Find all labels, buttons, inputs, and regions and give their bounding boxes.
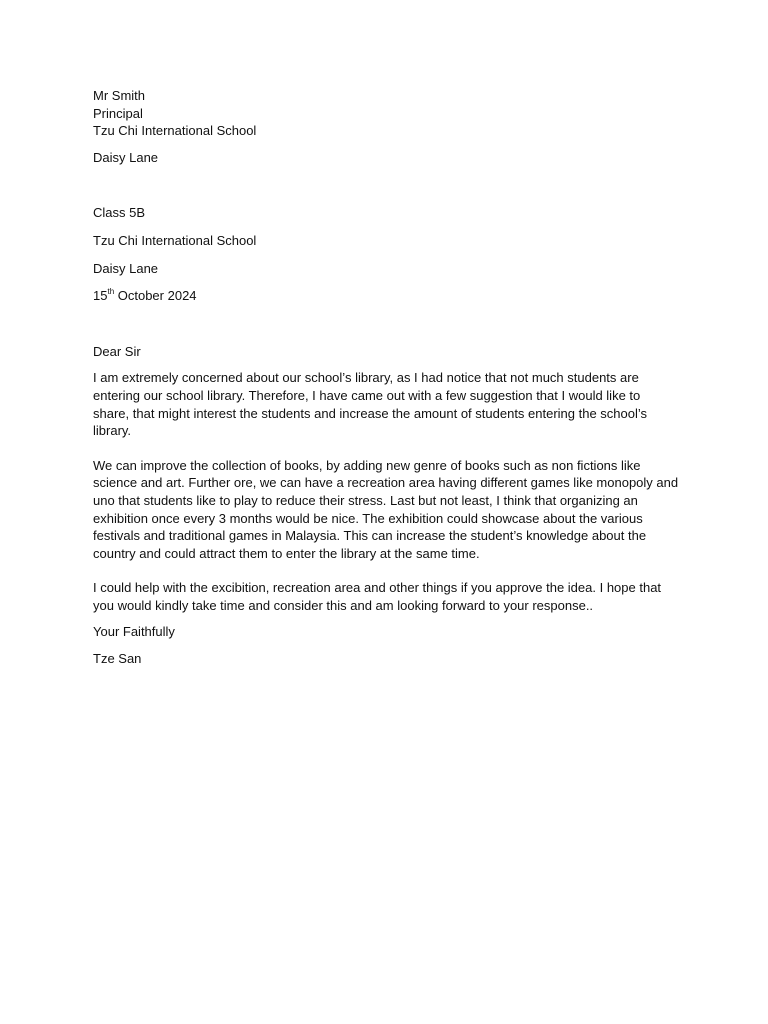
- paragraph-line: uno that students like to play to reduce their stress. Last but not least, I think that organizing an: [93, 492, 638, 508]
- salutation: Dear Sir: [93, 343, 141, 359]
- paragraph-line: festivals and traditional games in Malaysia. This can increase the student’s knowledge about the: [93, 528, 647, 544]
- paragraph-offer: [93, 579, 683, 614]
- paragraph-line: exhibition once every 3 months would be nice. The exhibition could showcase about the various: [93, 510, 643, 526]
- letter-date: [93, 287, 683, 305]
- recipient-title: Principal: [93, 105, 143, 121]
- recipient-street: Daisy Lane: [93, 149, 159, 165]
- recipient-school: Tzu Chi International School: [93, 123, 257, 139]
- signature: Tze San: [93, 651, 142, 667]
- recipient-name: Mr Smith: [93, 88, 145, 103]
- letter-body: [93, 87, 683, 668]
- sender-street: Daisy Lane: [93, 260, 159, 276]
- paragraph-line: I am extremely concerned about our school’s library, as I had notice that not much students are: [93, 370, 639, 386]
- paragraph-line: science and art. Further ore, we can have a recreation area having different games like monopoly and: [93, 475, 679, 491]
- paragraph-suggestions: [93, 457, 683, 563]
- paragraph-line: share, that might interest the students and increase the amount of students entering the school’s: [93, 405, 648, 421]
- paragraph-line: entering our school library. Therefore, I have came out with a few suggestion that I would like to: [93, 387, 641, 403]
- paragraph-line: library.: [93, 423, 132, 439]
- paragraph-line: country and could attract them to enter the library at the same time.: [93, 545, 480, 561]
- sender-address: [93, 204, 683, 304]
- paragraph-line: you would kindly take time and consider this and am looking forward to your response..: [93, 597, 594, 613]
- recipient-address: [93, 87, 683, 166]
- closing: Your Faithfully: [93, 624, 175, 640]
- sender-school: Tzu Chi International School: [93, 232, 257, 248]
- paragraph-line: We can improve the collection of books, by adding new genre of books such as non fictions like: [93, 457, 641, 473]
- sender-class: Class 5B: [93, 205, 146, 221]
- date-rest: October 2024: [114, 288, 197, 304]
- paragraph-concern: [93, 369, 683, 439]
- date-ordinal: th: [107, 286, 115, 296]
- paragraph-line: I could help with the excibition, recreation area and other things if you approve the idea. I hope that: [93, 580, 662, 596]
- date-day: 15: [93, 288, 108, 304]
